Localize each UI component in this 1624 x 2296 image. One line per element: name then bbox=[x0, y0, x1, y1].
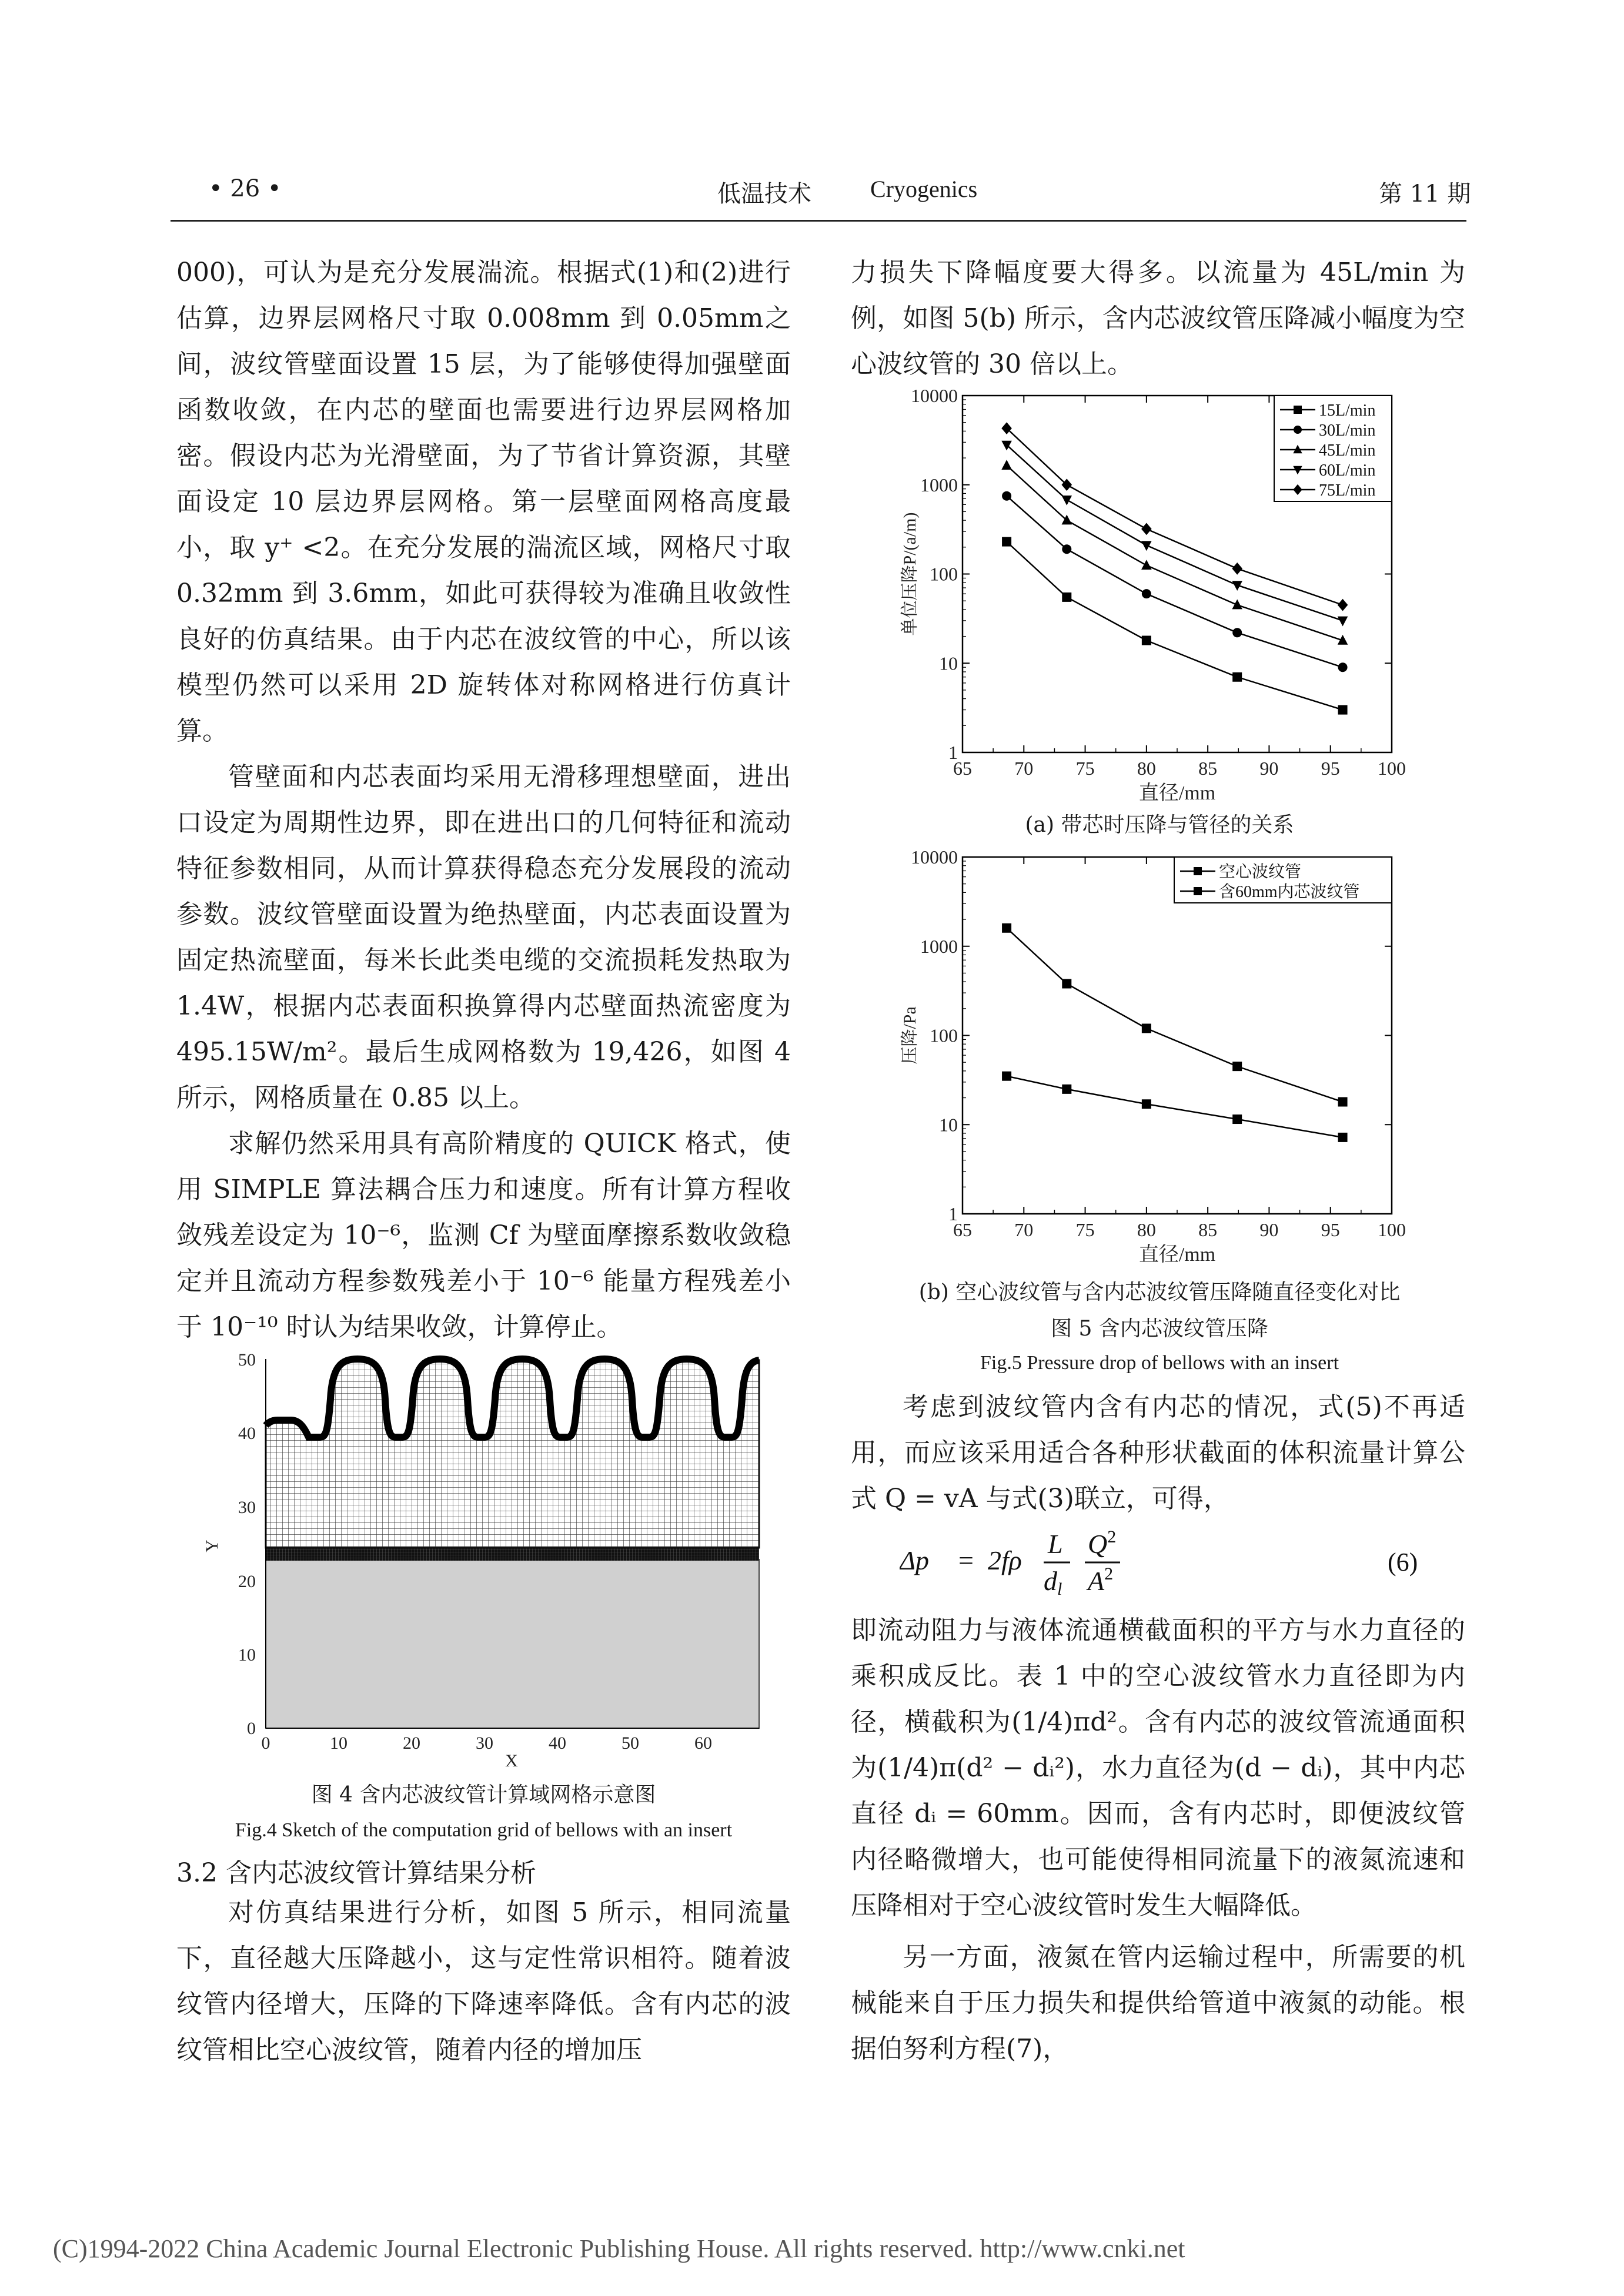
fluid-core-region bbox=[266, 1559, 759, 1728]
y-axis-label: 单位压降P/(a/m) bbox=[900, 512, 920, 636]
data-point bbox=[1142, 636, 1151, 645]
y-axis-label: Y bbox=[202, 1539, 222, 1552]
legend-label: 75L/min bbox=[1319, 481, 1376, 500]
y-tick-label: 50 bbox=[238, 1350, 256, 1370]
fig4-caption-cn: 图 4 含内芯波纹管计算域网格示意图 bbox=[311, 1783, 656, 1807]
x-tick-label: 0 bbox=[261, 1733, 270, 1753]
x-tick-label: 65 bbox=[953, 758, 972, 779]
left-column bbox=[176, 250, 791, 1350]
plot-frame bbox=[963, 857, 1392, 1214]
x-tick-label: 70 bbox=[1014, 1219, 1034, 1240]
x-tick-label: 75 bbox=[1075, 1219, 1095, 1240]
legend-label: 空心波纹管 bbox=[1219, 863, 1302, 881]
y-tick-label: 100 bbox=[930, 1025, 958, 1046]
y-tick-label: 20 bbox=[238, 1572, 256, 1591]
fig4-caption-en: Fig.4 Sketch of the computation grid of bellows with an insert bbox=[235, 1819, 733, 1841]
data-point bbox=[1338, 1133, 1348, 1142]
x-tick-label: 70 bbox=[1014, 758, 1034, 779]
legend-label: 45L/min bbox=[1319, 441, 1376, 460]
y-tick-label: 1000 bbox=[920, 474, 958, 496]
data-point bbox=[1232, 672, 1242, 682]
data-point bbox=[1062, 593, 1071, 602]
x-tick-label: 30 bbox=[476, 1733, 493, 1753]
eq-number: (6) bbox=[1388, 1548, 1418, 1577]
data-point bbox=[1142, 1099, 1151, 1109]
series-line bbox=[1007, 542, 1342, 710]
x-tick-label: 65 bbox=[953, 1219, 972, 1240]
paragraph: 另一方面，液氮在管内运输过程中，所需要的机械能来自于压力损失和提供给管道中液氮的动能。根据伯努利方程(7)， bbox=[851, 1942, 1465, 2064]
fig5a-caption: (a) 带芯时压降与管径的关系 bbox=[1025, 813, 1294, 837]
paragraph: 000)，可认为是充分发展湍流。根据式(1)和(2)进行估算，边界层网格尺寸取 0.008mm 到 0.05mm之间，波纹管壁面设置 15 层，为了能够使得加强壁面函数收敛，在内芯的壁面也需要进行边界层网格加密。假设内芯为光滑壁面，为了节省计算资源，其壁面设定 10 层边界层网格。第一层壁面网格高度最小，取 y⁺ <2。在充分发展的湍流区域，网格尺寸取 0.32mm 到 3.6mm，如此可获得较为准确且收敛性良好的仿真结果。由于内芯在波纹管的中心，所以该模型仍然可以采用 2D 旋转体对称网格进行仿真计算。 bbox=[176, 257, 791, 746]
data-point bbox=[1141, 560, 1152, 570]
issue-number: 第 11 期 bbox=[1379, 180, 1471, 207]
series-line bbox=[1007, 928, 1342, 1102]
series-1 bbox=[1002, 923, 1347, 1107]
data-point bbox=[1062, 979, 1071, 989]
x-axis-label: 直径/mm bbox=[1138, 1244, 1216, 1266]
fig5-caption-en: Fig.5 Pressure drop of bellows with an insert bbox=[980, 1352, 1339, 1374]
x-tick-label: 90 bbox=[1259, 758, 1279, 779]
data-point bbox=[1232, 628, 1242, 637]
data-point bbox=[1232, 1114, 1242, 1124]
legend-marker bbox=[1194, 887, 1202, 895]
y-tick-label: 1 bbox=[948, 742, 958, 763]
paragraph: 求解仍然采用具有高阶精度的 QUICK 格式，使用 SIMPLE 算法耦合压力和速度。所有计算方程收敛残差设定为 10⁻⁶，监测 Cf 为壁面摩擦系数收敛稳定并且流动方程参数残差小于 10⁻⁶ 能量方程残差小于 10⁻¹⁰ 时认为结果收敛，计算停止。 bbox=[176, 1129, 791, 1342]
journal-title-en: Cryogenics bbox=[870, 176, 978, 202]
eq-dl: dl bbox=[1044, 1566, 1062, 1599]
y-tick-label: 0 bbox=[247, 1719, 256, 1738]
fig5-caption-cn: 图 5 含内芯波纹管压降 bbox=[1051, 1317, 1268, 1341]
y-tick-label: 30 bbox=[238, 1498, 256, 1517]
data-point bbox=[1061, 496, 1072, 506]
y-tick-label: 100 bbox=[930, 563, 958, 585]
eq-coef: 2fρ bbox=[988, 1545, 1022, 1575]
paragraph: 考虑到波纹管内含有内芯的情况，式(5)不再适用，而应该采用适合各种形状截面的体积流量计算公式 Q = vA 与式(3)联立，可得， bbox=[851, 1392, 1465, 1514]
legend-label: 30L/min bbox=[1319, 421, 1376, 440]
data-point bbox=[1062, 1085, 1071, 1094]
legend-label: 含60mm内芯波纹管 bbox=[1219, 883, 1360, 901]
journal-title-cn: 低温技术 bbox=[717, 180, 811, 207]
fig5b-caption: (b) 空心波纹管与含内芯波纹管压降随直径变化对比 bbox=[918, 1280, 1401, 1304]
eq-A2: $A^2$ bbox=[1088, 1564, 1114, 1596]
x-tick-label: 40 bbox=[549, 1733, 566, 1753]
data-point bbox=[1142, 1023, 1151, 1033]
paragraph: 管壁面和内芯表面均采用无滑移理想壁面，进出口设定为周期性边界，即在进出口的几何特征和流动特征参数相同，从而计算获得稳态充分发展段的流动参数。波纹管壁面设置为绝热壁面，内芯表面设置为固定热流壁面，每米长此类电缆的交流损耗发热取为 1.4W，根据内芯表面积换算得内芯壁面热流密度为 495.15W/m²。最后生成网格数为 19,426，如图 4 所示，网格质量在 0.85 以上。 bbox=[176, 762, 791, 1113]
eq-Q2: $Q^2$ bbox=[1088, 1527, 1117, 1559]
page-number: • 26 • bbox=[209, 175, 282, 202]
x-tick-label: 90 bbox=[1259, 1219, 1279, 1240]
data-point bbox=[1062, 544, 1071, 554]
eq-equals: = bbox=[958, 1545, 974, 1575]
x-tick-label: 95 bbox=[1321, 758, 1340, 779]
right-column-top bbox=[851, 250, 1465, 387]
y-tick-label: 10 bbox=[939, 1114, 958, 1136]
legend-label: 60L/min bbox=[1319, 461, 1376, 480]
data-point bbox=[1002, 537, 1011, 547]
fig5b-chart bbox=[851, 846, 1468, 1270]
paragraph: 即流动阻力与液体流通横截面积的平方与水力直径的乘积成反比。表 1 中的空心波纹管水力直径即为内径，横截积为(1/4)πd²。含有内芯的波纹管流通面积为(1/4)π(d² − dᵢ²)，水力直径为(d − dᵢ)，其中内芯直径 dᵢ = 60mm。因而，含有内芯时，即便波纹管内径略微增大，也可能使得相同流量下的液氮流速和压降相对于空心波纹管时发生大幅降低。 bbox=[851, 1615, 1465, 1920]
x-axis-label: 直径/mm bbox=[1138, 782, 1216, 804]
left-column-bottom bbox=[176, 1890, 791, 2073]
data-point bbox=[1338, 1097, 1348, 1107]
equation-6 bbox=[900, 1517, 1464, 1605]
x-tick-label: 50 bbox=[621, 1733, 639, 1753]
y-tick-label: 1000 bbox=[920, 935, 958, 957]
data-point bbox=[1338, 705, 1348, 715]
x-tick-label: 10 bbox=[330, 1733, 347, 1753]
x-tick-label: 95 bbox=[1321, 1219, 1340, 1240]
data-point bbox=[1141, 523, 1152, 535]
y-tick-label: 10 bbox=[238, 1645, 256, 1665]
paragraph: 力损失下降幅度要大得多。以流量为 45L/min 为例，如图 5(b) 所示，含内芯波纹管压降减小幅度为空心波纹管的 30 倍以上。 bbox=[851, 257, 1465, 379]
bellows-mesh-region bbox=[266, 1359, 759, 1548]
y-tick-label: 10 bbox=[939, 652, 958, 674]
legend-label: 15L/min bbox=[1319, 401, 1376, 420]
series-1 bbox=[1002, 537, 1347, 715]
y-tick-label: 1 bbox=[948, 1203, 958, 1224]
y-tick-label: 10000 bbox=[911, 385, 958, 406]
data-point bbox=[1338, 617, 1348, 627]
x-tick-label: 20 bbox=[403, 1733, 420, 1753]
fig4-mesh-figure bbox=[200, 1334, 788, 1769]
series-2 bbox=[1002, 491, 1347, 672]
x-axis-label: X bbox=[505, 1751, 518, 1769]
series-line bbox=[1007, 496, 1342, 667]
insert-boundary-layer bbox=[266, 1548, 759, 1561]
right-column-bottom bbox=[851, 1608, 1465, 2072]
legend-marker bbox=[1294, 406, 1302, 414]
x-tick-label: 85 bbox=[1198, 1219, 1218, 1240]
x-tick-label: 75 bbox=[1075, 758, 1095, 779]
y-axis-label: 压降/Pa bbox=[900, 1006, 920, 1065]
data-point bbox=[1002, 923, 1011, 933]
eq-L: L bbox=[1048, 1529, 1063, 1559]
x-tick-label: 80 bbox=[1137, 758, 1156, 779]
y-tick-label: 40 bbox=[238, 1424, 256, 1443]
data-point bbox=[1001, 460, 1012, 470]
data-point bbox=[1141, 541, 1152, 551]
data-point bbox=[1142, 589, 1151, 598]
x-tick-label: 60 bbox=[694, 1733, 712, 1753]
data-point bbox=[1232, 1062, 1242, 1071]
data-point bbox=[1338, 662, 1348, 672]
copyright-footer: (C)1994-2022 China Academic Journal Electronic Publishing House. All rights reserved. http://www.cnki.net bbox=[53, 2234, 1185, 2263]
legend-marker bbox=[1294, 426, 1302, 434]
data-point bbox=[1002, 1072, 1011, 1081]
data-point bbox=[1232, 600, 1242, 610]
header-rule bbox=[171, 220, 1466, 222]
series-2 bbox=[1002, 1072, 1347, 1142]
x-tick-label: 100 bbox=[1378, 758, 1406, 779]
eq-lhs: Δp bbox=[900, 1545, 929, 1575]
legend-marker bbox=[1194, 867, 1202, 875]
y-tick-label: 10000 bbox=[911, 846, 958, 868]
data-point bbox=[1002, 491, 1011, 501]
right-column-middle bbox=[851, 1384, 1465, 1522]
x-tick-label: 85 bbox=[1198, 758, 1218, 779]
x-tick-label: 100 bbox=[1378, 1219, 1406, 1240]
section-heading: 3.2 含内芯波纹管计算结果分析 bbox=[176, 1858, 536, 1888]
paragraph: 对仿真结果进行分析，如图 5 所示，相同流量下，直径越大压降越小，这与定性常识相符。随着波纹管内径增大，压降的下降速率降低。含有内芯的波纹管相比空心波纹管，随着内径的增加压 bbox=[176, 1897, 791, 2065]
data-point bbox=[1232, 563, 1242, 575]
x-tick-label: 80 bbox=[1137, 1219, 1156, 1240]
fig5a-chart bbox=[851, 385, 1468, 808]
data-point bbox=[1338, 599, 1348, 611]
